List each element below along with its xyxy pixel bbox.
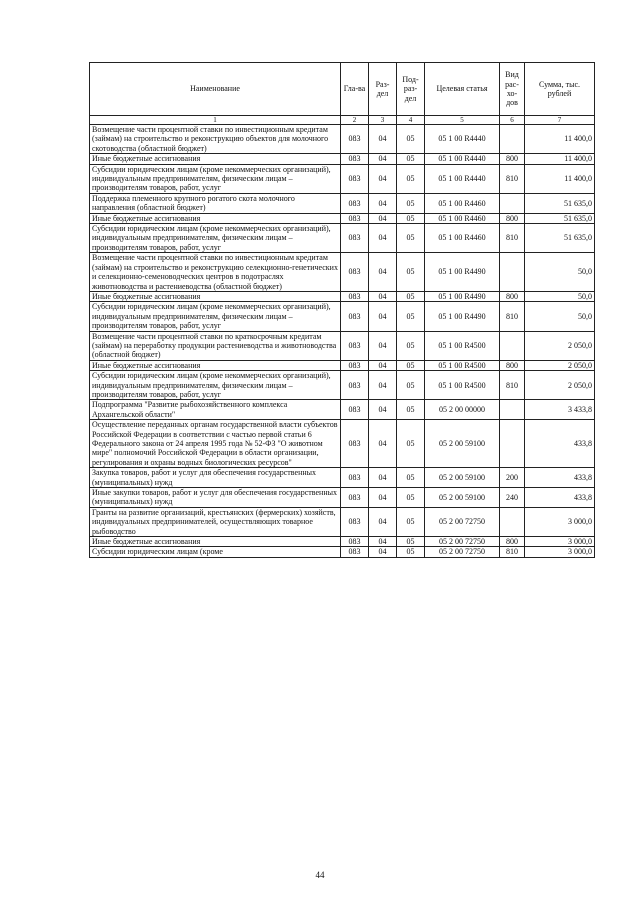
row-target: 05 2 00 72750 — [425, 547, 500, 557]
column-number: 6 — [500, 116, 525, 125]
row-name: Субсидии юридическим лицам (кроме некоммерческих организаций), индивидуальным предпринимателям, физическим лицам – производителям товаров, работ, услуг — [90, 371, 341, 400]
row-razdel: 04 — [369, 253, 397, 292]
table-row — [90, 507, 595, 536]
table-row — [90, 420, 595, 468]
table-row — [90, 193, 595, 213]
row-vid — [500, 507, 525, 536]
table-row — [90, 291, 595, 301]
row-sum: 3 000,0 — [525, 537, 595, 547]
budget-table — [89, 62, 595, 558]
row-vid: 800 — [500, 360, 525, 370]
row-vid — [500, 253, 525, 292]
row-name: Субсидии юридическим лицам (кроме некоммерческих организаций), индивидуальным предпринимателям, физическим лицам – производителям товаров, работ, услуг — [90, 302, 341, 331]
row-vid: 810 — [500, 302, 525, 331]
row-target: 05 2 00 59100 — [425, 420, 500, 468]
row-name: Гранты на развитие организаций, крестьянских (фермерских) хозяйств, индивидуальных предпринимателей, осуществляющих товарное рыбоводство — [90, 507, 341, 536]
header-target: Целевая статья — [425, 63, 500, 116]
table-row — [90, 537, 595, 547]
table-row — [90, 224, 595, 253]
table-row — [90, 302, 595, 331]
row-razdel: 04 — [369, 360, 397, 370]
row-podrazdel: 05 — [397, 371, 425, 400]
row-razdel: 04 — [369, 193, 397, 213]
row-target: 05 1 00 R4440 — [425, 164, 500, 193]
row-target: 05 2 00 72750 — [425, 537, 500, 547]
row-sum: 11 400,0 — [525, 154, 595, 164]
row-glava: 083 — [341, 547, 369, 557]
header-podrazdel: Под-раз-дел — [397, 63, 425, 116]
row-razdel: 04 — [369, 213, 397, 223]
row-glava: 083 — [341, 507, 369, 536]
row-glava: 083 — [341, 253, 369, 292]
row-sum: 3 000,0 — [525, 507, 595, 536]
row-target: 05 2 00 59100 — [425, 468, 500, 488]
table-row — [90, 213, 595, 223]
row-vid — [500, 400, 525, 420]
row-razdel: 04 — [369, 154, 397, 164]
row-glava: 083 — [341, 291, 369, 301]
row-vid: 800 — [500, 537, 525, 547]
row-name: Возмещение части процентной ставки по инвестиционным кредитам (займам) на строительство и реконструкцию селекционно-генетических и селекционно-семеноводческих центров в подотраслях животноводства и растениеводства (областной бюджет) — [90, 253, 341, 292]
row-podrazdel: 05 — [397, 420, 425, 468]
row-vid — [500, 420, 525, 468]
table-row — [90, 360, 595, 370]
row-vid: 810 — [500, 224, 525, 253]
row-sum: 51 635,0 — [525, 224, 595, 253]
row-target: 05 1 00 R4490 — [425, 291, 500, 301]
row-podrazdel: 05 — [397, 331, 425, 360]
table-row — [90, 331, 595, 360]
row-name: Субсидии юридическим лицам (кроме некоммерческих организаций), индивидуальным предпринимателям, физическим лицам – производителям товаров, работ, услуг — [90, 224, 341, 253]
row-razdel: 04 — [369, 488, 397, 508]
row-name: Субсидии юридическим лицам (кроме некоммерческих организаций), индивидуальным предпринимателям, физическим лицам – производителям товаров, работ, услуг — [90, 164, 341, 193]
row-razdel: 04 — [369, 224, 397, 253]
row-name: Иные бюджетные ассигнования — [90, 360, 341, 370]
row-podrazdel: 05 — [397, 488, 425, 508]
row-podrazdel: 05 — [397, 507, 425, 536]
row-podrazdel: 05 — [397, 537, 425, 547]
table-row — [90, 488, 595, 508]
column-number: 7 — [525, 116, 595, 125]
row-sum: 3 000,0 — [525, 547, 595, 557]
row-name: Подпрограмма "Развитие рыбохозяйственного комплекса Архангельской области" — [90, 400, 341, 420]
row-razdel: 04 — [369, 371, 397, 400]
row-glava: 083 — [341, 125, 369, 154]
row-podrazdel: 05 — [397, 253, 425, 292]
row-podrazdel: 05 — [397, 154, 425, 164]
row-podrazdel: 05 — [397, 547, 425, 557]
header-glava: Гла-ва — [341, 63, 369, 116]
page-number: 44 — [315, 870, 325, 880]
row-sum: 433,8 — [525, 468, 595, 488]
row-vid: 810 — [500, 547, 525, 557]
table-row — [90, 164, 595, 193]
table-body — [90, 125, 595, 558]
row-glava: 083 — [341, 371, 369, 400]
row-podrazdel: 05 — [397, 193, 425, 213]
row-razdel: 04 — [369, 468, 397, 488]
row-vid: 800 — [500, 291, 525, 301]
row-vid: 810 — [500, 371, 525, 400]
column-number: 4 — [397, 116, 425, 125]
row-glava: 083 — [341, 468, 369, 488]
header-razdel: Раз-дел — [369, 63, 397, 116]
row-glava: 083 — [341, 154, 369, 164]
row-razdel: 04 — [369, 125, 397, 154]
row-target: 05 1 00 R4500 — [425, 331, 500, 360]
row-glava: 083 — [341, 331, 369, 360]
row-sum: 2 050,0 — [525, 371, 595, 400]
row-vid — [500, 125, 525, 154]
table-row — [90, 371, 595, 400]
column-number: 3 — [369, 116, 397, 125]
table-row — [90, 468, 595, 488]
row-vid — [500, 193, 525, 213]
header-name: Наименование — [90, 63, 341, 116]
row-target: 05 1 00 R4490 — [425, 253, 500, 292]
row-podrazdel: 05 — [397, 125, 425, 154]
row-sum: 51 635,0 — [525, 193, 595, 213]
column-number-row — [90, 116, 595, 125]
row-glava: 083 — [341, 537, 369, 547]
row-name: Возмещение части процентной ставки по краткосрочным кредитам (займам) на переработку продукции растениеводства и животноводства (областной бюджет) — [90, 331, 341, 360]
column-number: 1 — [90, 116, 341, 125]
row-podrazdel: 05 — [397, 468, 425, 488]
row-podrazdel: 05 — [397, 291, 425, 301]
header-row — [90, 63, 595, 116]
row-glava: 083 — [341, 213, 369, 223]
row-glava: 083 — [341, 164, 369, 193]
row-target: 05 1 00 R4460 — [425, 193, 500, 213]
row-name: Иные бюджетные ассигнования — [90, 537, 341, 547]
row-target: 05 2 00 59100 — [425, 488, 500, 508]
row-name: Субсидии юридическим лицам (кроме — [90, 547, 341, 557]
row-name: Поддержка племенного крупного рогатого скота молочного направления (областной бюджет) — [90, 193, 341, 213]
row-vid: 810 — [500, 164, 525, 193]
row-podrazdel: 05 — [397, 213, 425, 223]
row-target: 05 1 00 R4500 — [425, 371, 500, 400]
table-row — [90, 253, 595, 292]
row-target: 05 1 00 R4440 — [425, 154, 500, 164]
row-vid: 800 — [500, 213, 525, 223]
row-podrazdel: 05 — [397, 302, 425, 331]
row-sum: 11 400,0 — [525, 125, 595, 154]
row-razdel: 04 — [369, 547, 397, 557]
row-name: Иные бюджетные ассигнования — [90, 291, 341, 301]
row-name: Возмещение части процентной ставки по инвестиционным кредитам (займам) на строительство и реконструкцию объектов для молочного скотоводства (областной бюджет) — [90, 125, 341, 154]
row-sum: 433,8 — [525, 488, 595, 508]
row-razdel: 04 — [369, 537, 397, 547]
row-sum: 11 400,0 — [525, 164, 595, 193]
row-sum: 50,0 — [525, 291, 595, 301]
row-razdel: 04 — [369, 400, 397, 420]
table-row — [90, 547, 595, 557]
row-name: Закупка товаров, работ и услуг для обеспечения государственных (муниципальных) нужд — [90, 468, 341, 488]
row-vid: 800 — [500, 154, 525, 164]
column-number: 5 — [425, 116, 500, 125]
row-name: Иные бюджетные ассигнования — [90, 213, 341, 223]
row-glava: 083 — [341, 302, 369, 331]
row-target: 05 2 00 72750 — [425, 507, 500, 536]
row-glava: 083 — [341, 193, 369, 213]
row-vid — [500, 331, 525, 360]
row-podrazdel: 05 — [397, 360, 425, 370]
row-glava: 083 — [341, 400, 369, 420]
row-name: Осуществление переданных органам государственной власти субъектов Российской Федерации в соответствии с частью первой статьи 6 Федерального закона от 24 апреля 1995 года № 52-ФЗ "О животном мире" полномочий Российской Федерации в области организации, регулирования и охраны водных биологических ресурсов" — [90, 420, 341, 468]
row-target: 05 1 00 R4500 — [425, 360, 500, 370]
row-name: Иные бюджетные ассигнования — [90, 154, 341, 164]
row-sum: 2 050,0 — [525, 360, 595, 370]
row-vid: 240 — [500, 488, 525, 508]
row-sum: 433,8 — [525, 420, 595, 468]
header-vid: Вид рас-хо-дов — [500, 63, 525, 116]
row-sum: 50,0 — [525, 253, 595, 292]
row-razdel: 04 — [369, 164, 397, 193]
column-number: 2 — [341, 116, 369, 125]
row-razdel: 04 — [369, 507, 397, 536]
row-target: 05 1 00 R4490 — [425, 302, 500, 331]
row-target: 05 1 00 R4460 — [425, 213, 500, 223]
row-sum: 50,0 — [525, 302, 595, 331]
row-razdel: 04 — [369, 302, 397, 331]
table-row — [90, 125, 595, 154]
row-target: 05 2 00 00000 — [425, 400, 500, 420]
row-glava: 083 — [341, 224, 369, 253]
table-row — [90, 154, 595, 164]
row-glava: 083 — [341, 360, 369, 370]
row-glava: 083 — [341, 420, 369, 468]
row-razdel: 04 — [369, 420, 397, 468]
row-glava: 083 — [341, 488, 369, 508]
row-razdel: 04 — [369, 331, 397, 360]
row-sum: 3 433,8 — [525, 400, 595, 420]
row-podrazdel: 05 — [397, 164, 425, 193]
row-podrazdel: 05 — [397, 224, 425, 253]
table-row — [90, 400, 595, 420]
row-podrazdel: 05 — [397, 400, 425, 420]
row-target: 05 1 00 R4440 — [425, 125, 500, 154]
row-sum: 2 050,0 — [525, 331, 595, 360]
row-vid: 200 — [500, 468, 525, 488]
row-sum: 51 635,0 — [525, 213, 595, 223]
header-sum: Сумма, тыс. рублей — [525, 63, 595, 116]
row-razdel: 04 — [369, 291, 397, 301]
row-target: 05 1 00 R4460 — [425, 224, 500, 253]
row-name: Иные закупки товаров, работ и услуг для обеспечения государственных (муниципальных) нужд — [90, 488, 341, 508]
